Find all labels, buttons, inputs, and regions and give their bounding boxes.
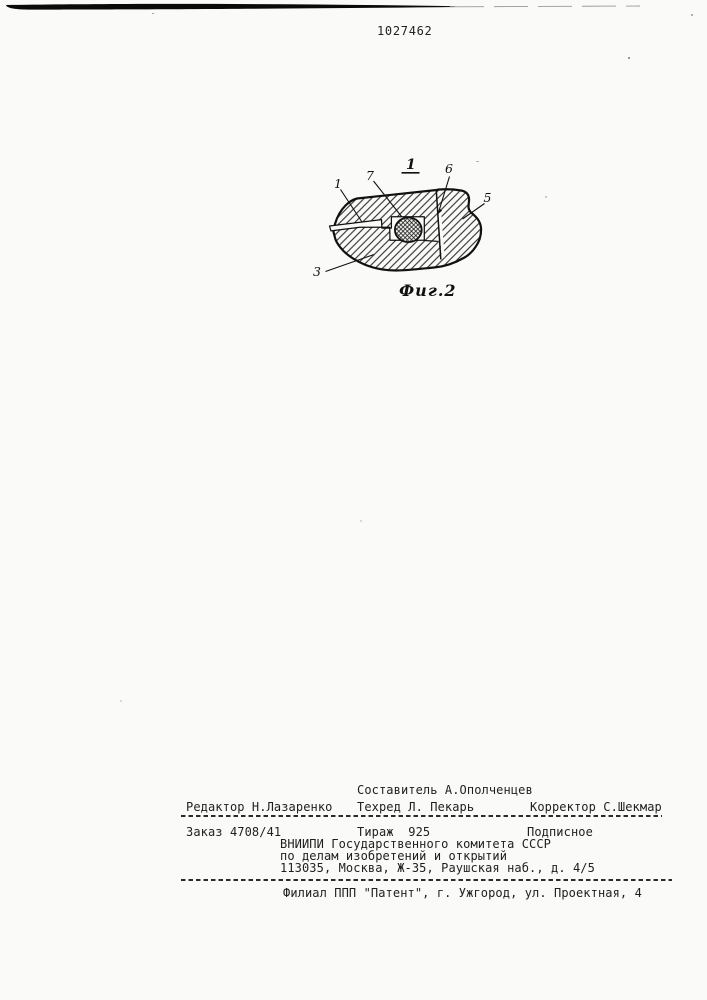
label-part6: 6: [445, 161, 453, 176]
figure-caption: Фиг.2: [399, 281, 457, 300]
colophon-corrector: Корректор С.Шекмар: [530, 800, 662, 814]
colophon-branch: Филиал ППП "Патент", г. Ужгород, ул. Проектная, 4: [283, 886, 642, 900]
scan-speck: [120, 700, 122, 702]
colophon-compiler: Составитель А.Ополченцев: [357, 783, 533, 797]
colophon-org-line1: ВНИИПИ Государственного комитета СССР: [280, 837, 552, 851]
label-part3: 3: [313, 264, 321, 279]
colophon-print-run: Тираж 925: [357, 825, 431, 839]
scan-speck: [476, 161, 479, 162]
colophon-subscription: Подписное: [527, 825, 593, 839]
patent-number: 1027462: [377, 24, 433, 38]
dashed-divider-top: [181, 815, 662, 817]
label-part5: 5: [483, 190, 492, 205]
scan-edge-line: [0, 0, 707, 18]
figure-2-drawing: [300, 150, 505, 302]
figure-detail-marker: 1: [406, 157, 416, 173]
scan-speck: [628, 57, 630, 59]
label-part7: 7: [366, 168, 374, 183]
o-ring-seal: [395, 218, 422, 243]
label-part1: 1: [334, 176, 342, 191]
scan-speck: [545, 196, 547, 198]
colophon-org-line2: по делам изобретений и открытий: [280, 849, 508, 863]
scan-speck: [152, 13, 154, 14]
colophon-editor: Редактор Н.Лазаренко: [186, 800, 333, 814]
scan-speck: [691, 14, 693, 16]
colophon-org-line3: 113035, Москва, Ж-35, Раушская наб., д. 4/5: [280, 861, 595, 875]
colophon-order: Заказ 4708/41: [186, 825, 282, 839]
colophon-techred: Техред Л. Пекарь: [357, 800, 475, 814]
scan-speck: [360, 520, 362, 522]
dashed-divider-bottom: [181, 879, 672, 881]
